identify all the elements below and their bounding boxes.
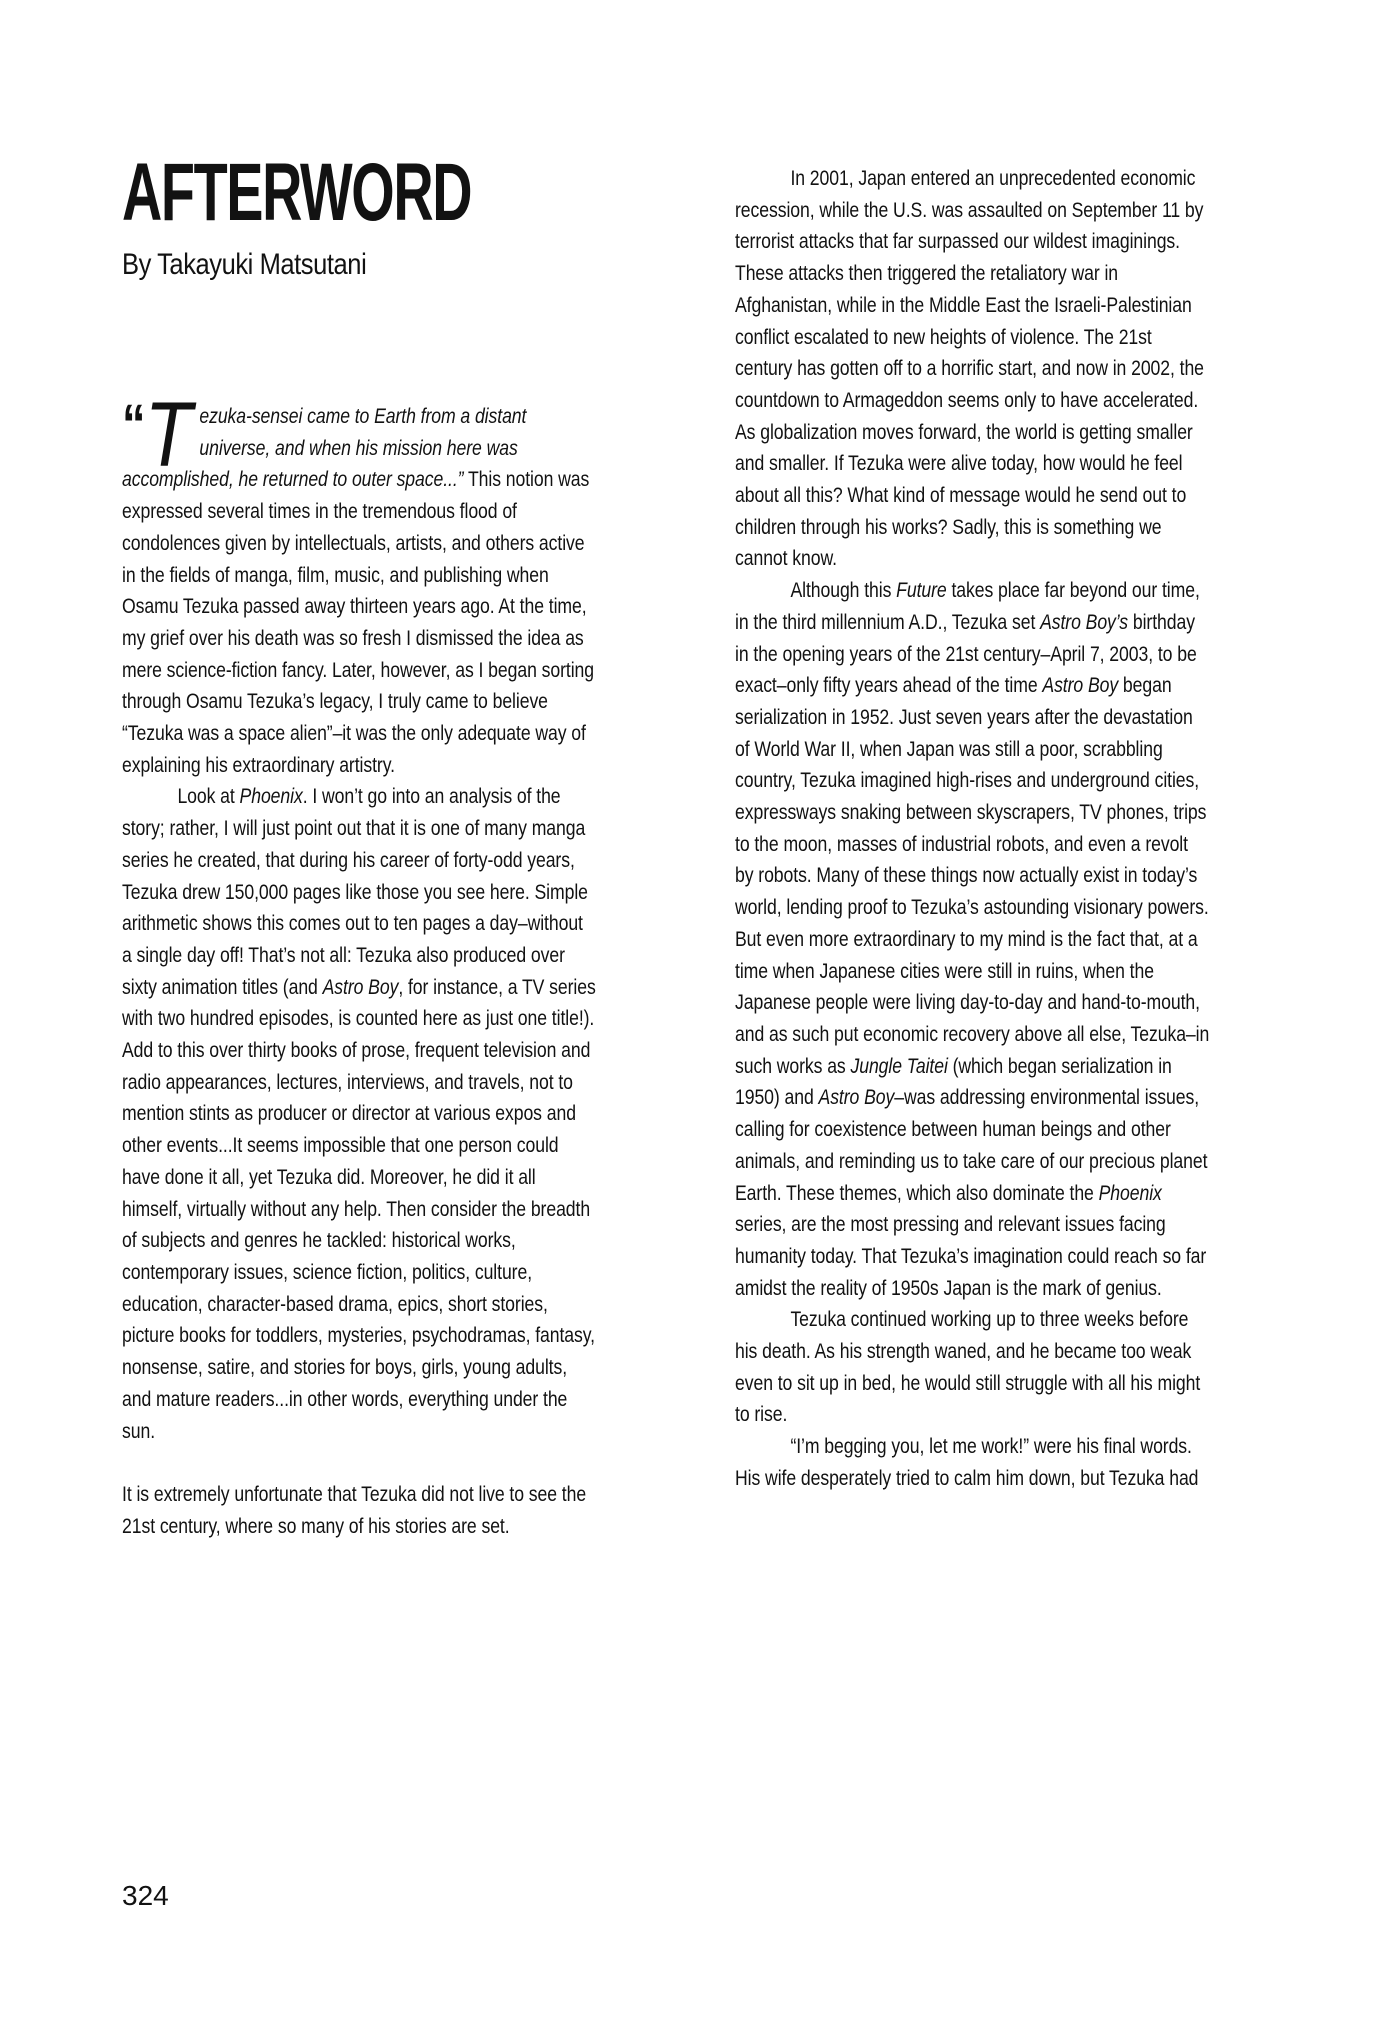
italic-text-run: ezuka-sensei came to Earth from a distant universe, and when his mission here was accomplished, he returned to outer space...”: [122, 405, 527, 492]
italic-text-run: Astro Boy: [1042, 674, 1119, 698]
byline: By Takayuki Matsutani: [122, 248, 367, 281]
text-run: birthday in the opening years of the 21st century–April 7, 2003, to be exact–only fifty years ahead of the time: [735, 610, 1197, 698]
text-run: Look at: [177, 785, 240, 809]
text-run: Tezuka continued working up to three weeks before his death. As his strength waned, and he became too weak even to sit up in bed, he would still struggle with all his might to rise.: [735, 1308, 1201, 1427]
drop-cap-letter: T: [144, 384, 192, 486]
text-run: “I’m begging you, let me work!” were his final words. His wife desperately tried to calm him down, but Tezuka had: [735, 1435, 1199, 1490]
text-run: , for instance, a TV series with two hundred episodes, is counted here as just one title!). Add to this over thirty books of prose, frequent television and radio appearances, lectures, interviews, and travels, not to mention stints as producer or director at various expos and other events...It seems impossible that one person could have done it all, yet Tezuka did. Moreover, he did it all himself, virtually without any help. Then consider the breadth of subjects and genres he tackled: historical works, contemporary issues, science fiction, politics, culture, education, character-based drama, epics, short stories, picture books for toddlers, mysteries, psychodramas, fantasy, nonsense, satire, and stories for boys, girls, young adults, and mature readers...in other words, everything under the sun.: [122, 975, 596, 1443]
paragraph: [735, 1304, 1210, 1431]
italic-text-run: Phoenix: [239, 785, 303, 809]
title-block: [122, 147, 635, 281]
italic-text-run: Phoenix: [1098, 1181, 1162, 1205]
page-title: AFTERWORD: [122, 147, 472, 238]
text-run: began serialization in 1952. Just seven years after the devastation of World War II, when Japan was still a poor, scrabbling country, Tezuka imagined high-rises and underground cities, expressways snaking between skyscrapers, TV phones, trips to the moon, masses of industrial robots, and even a revolt by robots. Many of these things now actually exist in today’s world, lending proof to Tezuka’s astounding visionary powers. But even more extraordinary to my mind is the fact that, at a time when Japanese cities were still in ruins, when the Japanese people were living day-to-day and hand-to-mouth, and as such put economic recovery above all else, Tezuka–in such works as: [735, 674, 1210, 1078]
text-run: This notion was expressed several times in the tremendous flood of condolences given by intellectuals, artists, and others active in the fields of manga, film, music, and publishing when Osamu Tezuka passed away thirteen years ago. At the time, my grief over his death was so fresh I dismissed the idea as mere science-fiction fancy. Later, however, as I began sorting through Osamu Tezuka’s legacy, I truly came to believe “Tezuka was a space alien”–it was the only adequate way of explaining his extraordinary artistry.: [122, 468, 594, 777]
italic-text-run: Jungle Taitei: [850, 1054, 948, 1078]
italic-text-run: Astro Boy’s: [1040, 610, 1129, 634]
right-column: [735, 163, 1210, 1495]
text-run: series, are the most pressing and relevant issues facing humanity today. That Tezuka’s imagination could reach so far amidst the reality of 1950s Japan is the mark of genius.: [735, 1213, 1207, 1300]
drop-cap: [122, 384, 192, 486]
text-run: takes place far beyond our time, in the third millennium A.D., Tezuka set: [735, 579, 1200, 634]
text-run: –was addressing environmental issues, calling for coexistence between human beings and other animals, and reminding us to take care of our precious planet Earth. These themes, which also dominate the: [735, 1086, 1208, 1205]
left-column: [122, 384, 597, 1543]
italic-text-run: Future: [896, 579, 947, 603]
paragraph: [735, 163, 1210, 575]
page-number: 324: [122, 1880, 169, 1911]
paragraph: [735, 1431, 1210, 1494]
open-quote-mark: “: [122, 392, 143, 455]
italic-text-run: Astro Boy: [818, 1086, 895, 1110]
text-run: In 2001, Japan entered an unprecedented economic recession, while the U.S. was assaulted on September 11 by terrorist attacks that far surpassed our wildest imaginings. These attacks then triggered the retaliatory war in Afghanistan, while in the Middle East the Israeli-Palestinian conflict escalated to new heights of violence. The 21st century has gotten off to a horrific start, and now in 2002, the countdown to Armageddon seems only to have accelerated. As globalization moves forward, the world is getting smaller and smaller. If Tezuka were alive today, how would he feel about all this? What kind of message would he send out to children through his works? Sadly, this is something we cannot know.: [735, 167, 1204, 571]
text-run: It is extremely unfortunate that Tezuka did not live to see the 21st century, where so many of his stories are set.: [122, 1483, 587, 1538]
paragraph: [122, 384, 597, 781]
italic-text-run: Astro Boy: [322, 975, 399, 999]
paragraph: [122, 1479, 597, 1542]
paragraph: [735, 575, 1210, 1304]
text-run: (which began serialization in 1950) and: [735, 1054, 1172, 1110]
text-run: Although this: [790, 579, 897, 603]
text-run: . I won’t go into an analysis of the story; rather, I will just point out that it is one of many manga series he created, that during his career of forty-odd years, Tezuka drew 150,000 pages like those you see here. Simple arithmetic shows this comes out to ten pages a day–without a single day off! That’s not all: Tezuka also produced over sixty animation titles (and: [122, 785, 588, 999]
paragraph: [122, 781, 597, 1447]
